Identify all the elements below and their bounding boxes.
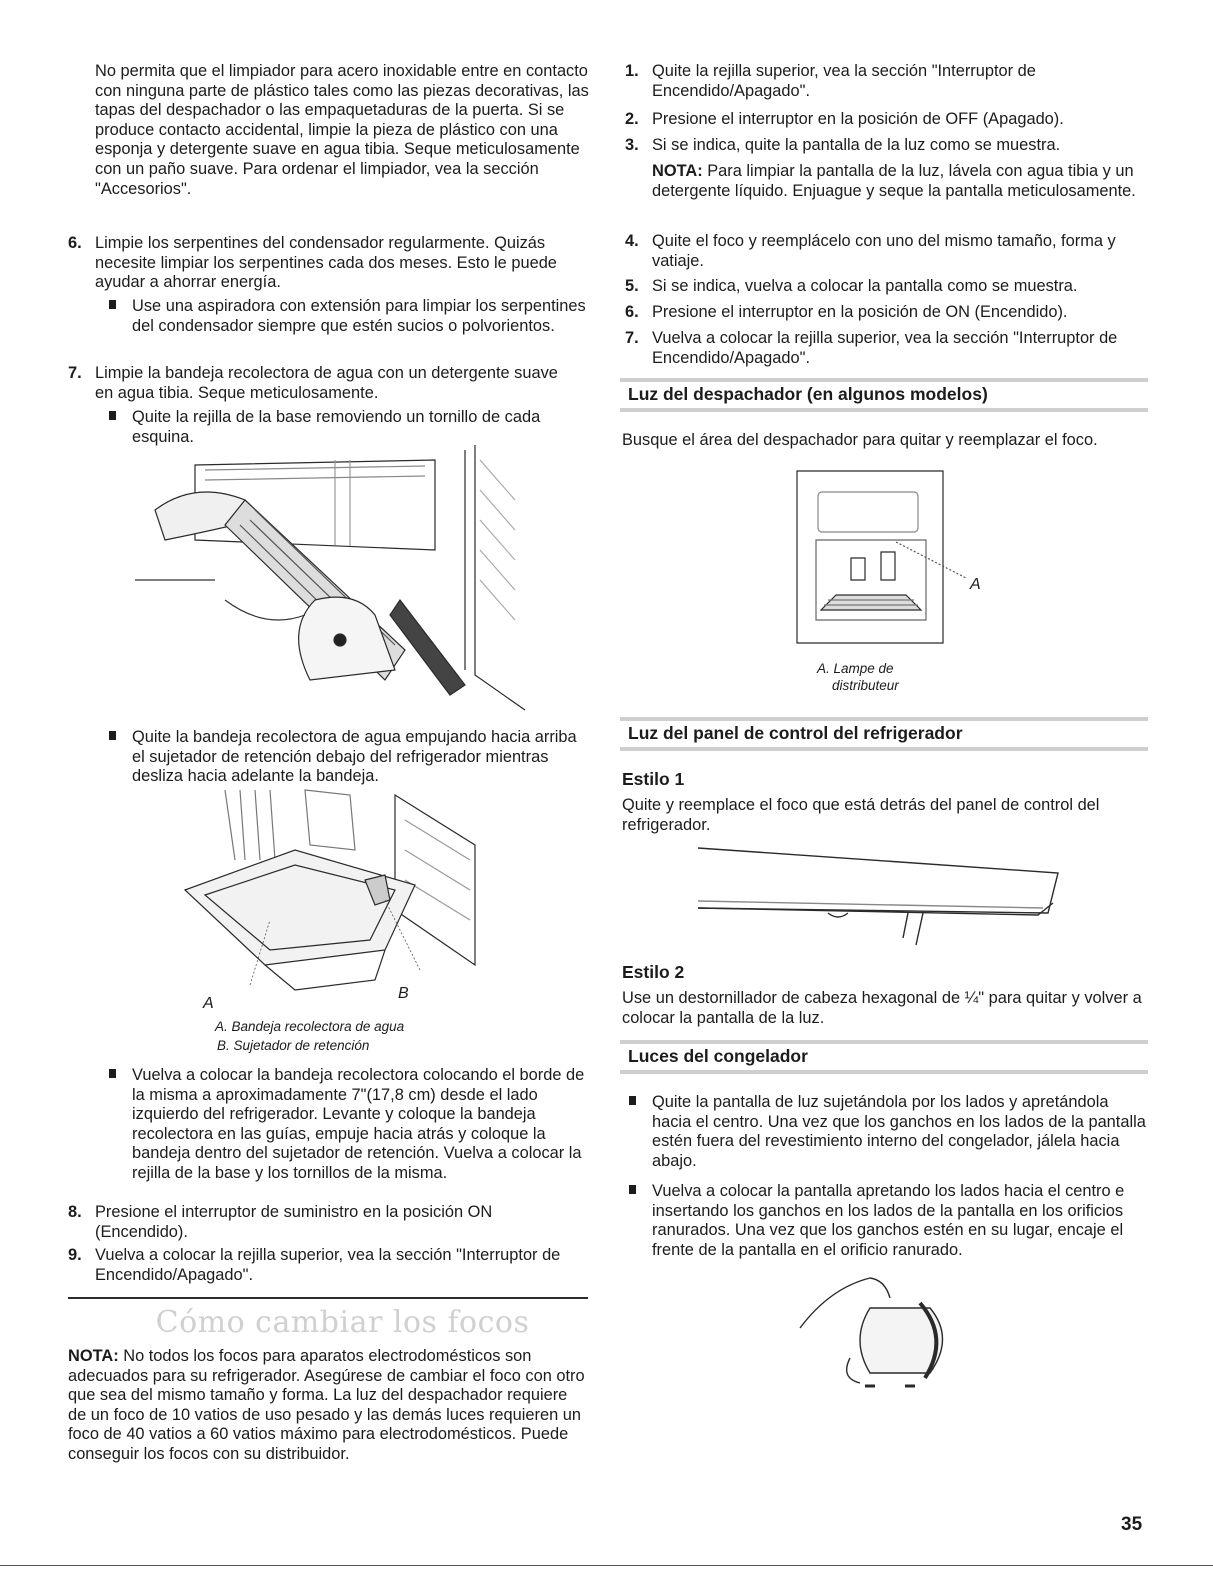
style-2-text: Use un destornillador de cabeza hexagonal de ¼" para quitar y volver a colocar la pantalla de la luz.	[622, 989, 1142, 1027]
bullet-text: Use una aspiradora con extensión para limpiar los serpentines del condensador siempre que estén sucios o polvorientos.	[132, 297, 586, 335]
dispenser-text: Busque el área del despachador para quitar y reemplazar el foco.	[622, 431, 1098, 449]
bullet-icon	[629, 1185, 636, 1194]
bullet-text: Quite la bandeja recolectora de agua empujando hacia arriba el sujetador de retención debajo del refrigerador mientras desliza hacia adelante la bandeja.	[132, 728, 577, 786]
bottom-rule	[0, 1565, 1213, 1566]
dispenser-illustration	[796, 470, 996, 645]
bullet-icon	[629, 1096, 636, 1105]
drip-tray-illustration	[175, 790, 495, 1000]
intro-paragraph: No permita que el limpiador para acero inoxidable entre en contacto con ninguna parte de plástico tales como las piezas decorativas, las tapas del despachador o las empaquetaduras de la puerta. Si se produce contacto accidental, limpie la pieza de plástico con una esponja y detergente suave en agua tibia. Seque meticulosamente con un paño suave. Para ordenar el limpiador, vea la sección "Accesorios".	[95, 62, 589, 198]
heading-text: Luz del panel de control del refrigerador	[628, 723, 963, 743]
note-label: NOTA:	[68, 1347, 119, 1365]
base-grille-illustration	[135, 440, 605, 720]
step-number: 3.	[625, 136, 639, 154]
step-text: Si se indica, quite la pantalla de la luz como se muestra.	[652, 136, 1061, 154]
bulb-step-1	[625, 62, 1147, 101]
step-text: Presione el interruptor en la posición de ON (Encendido).	[652, 303, 1068, 321]
section-title: Cómo cambiar los focos	[155, 1305, 530, 1340]
freezer-bullet-1	[652, 1093, 1148, 1171]
bullet-icon	[109, 411, 116, 420]
style-1-text: Quite y reemplace el foco que está detrás del panel de control del refrigerador.	[622, 796, 1100, 834]
step-6	[68, 234, 565, 293]
step-text: Limpie los serpentines del condensador regularmente. Quizás necesite limpiar los serpentines cada dos meses. Esto le puede ayudar a ahorrar energía.	[95, 234, 557, 292]
bulb-step-4	[625, 232, 1147, 271]
heading-text: Luz del despachador (en algunos modelos)	[628, 384, 988, 404]
step-text: Limpie la bandeja recolectora de agua con un detergente suave en agua tibia. Seque meticulosamente.	[95, 364, 558, 402]
heading-text: Luces del congelador	[628, 1046, 808, 1066]
dispenser-caption-2: distributeur	[832, 678, 899, 693]
step-9	[68, 1246, 585, 1285]
step-number: 5.	[625, 277, 639, 295]
bullet-icon	[109, 1069, 116, 1078]
dispenser-label-a: A	[970, 576, 981, 593]
dispenser-caption-1: A. Lampe de	[817, 661, 894, 676]
step-text: Presione el interruptor en la posición de OFF (Apagado).	[652, 110, 1064, 128]
step-number: 4.	[625, 232, 639, 250]
freezer-lights-heading	[620, 1040, 1148, 1074]
step-number: 1.	[625, 62, 639, 80]
bullet-text: Quite la rejilla de la base removiendo un tornillo de cada esquina.	[132, 408, 541, 446]
freezer-light-illustration	[790, 1268, 940, 1393]
step-number: 6.	[625, 303, 639, 321]
bulb-step-2	[625, 110, 1147, 130]
bulb-step-3-note	[652, 162, 1147, 201]
step-7	[68, 364, 565, 403]
step-text: Quite la rejilla superior, vea la sección "Interruptor de Encendido/Apagado".	[652, 62, 1036, 100]
note-text: No todos los focos para aparatos electrodomésticos son adecuados para su refrigerador. Asegúrese de cambiar el foco con otro que sea del mismo tamaño y forma. La luz del despachador requiere de un foco de 10 vatios de uso pesado y las demás luces requieren un foco de 40 vatios a 60 vatios máximo para electrodomésticos. Puede conseguir los focos con su distribuidor.	[68, 1347, 585, 1463]
figure-label-b: B	[398, 985, 409, 1002]
figure-label-a: A	[203, 995, 214, 1012]
step-number: 8.	[68, 1203, 82, 1221]
style-2-heading: Estilo 2	[622, 962, 685, 982]
figure-caption-a: A. Bandeja recolectora de agua	[215, 1019, 405, 1034]
step-number: 6.	[68, 234, 82, 252]
bullet-icon	[109, 731, 116, 740]
bullet-icon	[109, 300, 116, 309]
bulb-step-3	[625, 136, 1147, 156]
step-8	[68, 1203, 565, 1242]
figure-caption-b: B. Sujetador de retención	[217, 1038, 370, 1053]
bullet-text: Quite la pantalla de luz sujetándola por los lados y apretándola hacia el centro. Una vez que los ganchos en los lados de la pantalla estén fuera del revestimiento interno del congelador, jálela hacia abajo.	[652, 1093, 1146, 1170]
step-text: Si se indica, vuelva a colocar la pantalla como se muestra.	[652, 277, 1078, 295]
bulb-step-7	[625, 329, 1147, 368]
step-text: Vuelva a colocar la rejilla superior, vea la sección "Interruptor de Encendido/Apagado".	[652, 329, 1118, 367]
page-number: 35	[1121, 1514, 1143, 1535]
step-text: Quite el foco y reemplácelo con uno del mismo tamaño, forma y vatiaje.	[652, 232, 1116, 270]
note-text: Para limpiar la pantalla de la luz, lávela con agua tibia y un detergente líquido. Enjuague y seque la pantalla meticulosamente.	[652, 162, 1136, 200]
control-panel-light-heading	[620, 717, 1148, 751]
step-number: 7.	[68, 364, 82, 382]
step-7-bullet-3	[132, 1066, 592, 1184]
style-1-heading: Estilo 1	[622, 769, 685, 789]
step-text: Vuelva a colocar la rejilla superior, vea la sección "Interruptor de Encendido/Apagado".	[95, 1246, 561, 1284]
step-text: Presione el interruptor de suministro en la posición ON (Encendido).	[95, 1203, 493, 1241]
freezer-bullet-2	[652, 1182, 1148, 1260]
step-number: 2.	[625, 110, 639, 128]
dispenser-light-heading	[620, 378, 1148, 412]
step-7-bullet-2	[132, 728, 592, 787]
section-divider	[68, 1297, 588, 1299]
step-number: 7.	[625, 329, 639, 347]
step-6-bullet	[132, 297, 592, 336]
note-paragraph	[68, 1347, 588, 1465]
bullet-text: Vuelva a colocar la pantalla apretando los lados hacia el centro e insertando los ganchos en los lados de la pantalla en los orificios ranurados. Una vez que los ganchos estén en su lugar, encaje el frente de la pantalla en el orificio ranurado.	[652, 1182, 1125, 1259]
note-label: NOTA:	[652, 162, 703, 180]
bulb-step-5	[625, 277, 1147, 297]
bulb-step-6	[625, 303, 1147, 323]
step-number: 9.	[68, 1246, 82, 1264]
control-panel-illustration	[698, 843, 1068, 953]
bullet-text: Vuelva a colocar la bandeja recolectora colocando el borde de la misma a aproximadamente 7"(17,8 cm) desde el lado izquierdo del refrigerador. Levante y coloque la bandeja recolectora en las guías, empuje hacia atrás y coloque la bandeja dentro del sujetador de retención. Vuelva a colocar la rejilla de la base y los tornillos de la misma.	[132, 1066, 585, 1182]
